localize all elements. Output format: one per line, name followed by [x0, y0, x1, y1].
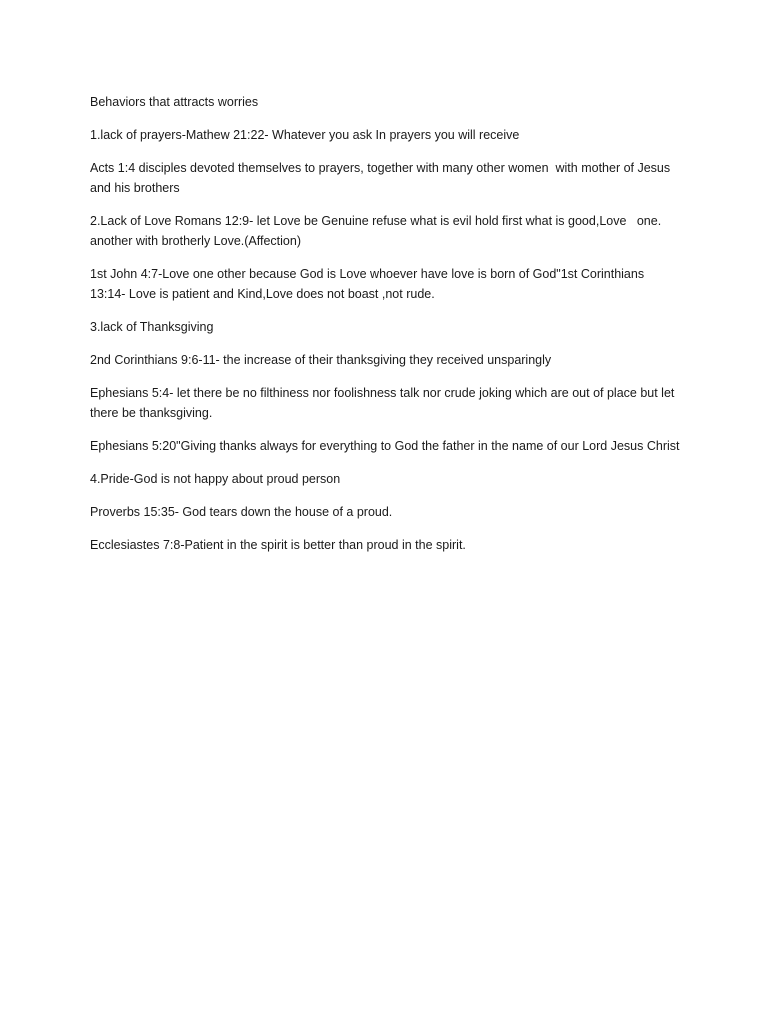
paragraph-ephesians-5-20: Ephesians 5:20"Giving thanks always for everything to God the father in the name of our Lord Jesus Christ — [90, 439, 680, 453]
document-title: Behaviors that attracts worries — [90, 95, 259, 109]
paragraph-1st-john-4-7: 1st John 4:7-Love one other because God is Love whoever have love is born of God"1st Corinthians 13:14- Love is patient and Kind,Love does not boast ,not rude. — [90, 267, 648, 301]
paragraph-proverbs-15-35: Proverbs 15:35- God tears down the house of a proud. — [90, 505, 393, 519]
paragraph-acts-1-4: Acts 1:4 disciples devoted themselves to prayers, together with many other women with mother of Jesus and his brothers — [90, 161, 674, 195]
paragraph-pride: 4.Pride-God is not happy about proud person — [90, 472, 341, 486]
paragraph-lack-of-love: 2.Lack of Love Romans 12:9- let Love be Genuine refuse what is evil hold first what is good,Love one. another with brotherly Love.(Affection) — [90, 214, 665, 248]
paragraph-2nd-corinthians-9-6: 2nd Corinthians 9:6-11- the increase of their thanksgiving they received unsparingly — [90, 353, 552, 367]
paragraph-ecclesiastes-7-8: Ecclesiastes 7:8-Patient in the spirit is better than proud in the spirit. — [90, 538, 466, 552]
paragraph-lack-of-prayers: 1.lack of prayers-Mathew 21:22- Whatever you ask In prayers you will receive — [90, 128, 520, 142]
document-body — [90, 92, 680, 568]
paragraph-lack-of-thanksgiving: 3.lack of Thanksgiving — [90, 320, 214, 334]
paragraph-ephesians-5-4: Ephesians 5:4- let there be no filthiness nor foolishness talk nor crude joking which are out of place but let there be thanksgiving. — [90, 386, 678, 420]
